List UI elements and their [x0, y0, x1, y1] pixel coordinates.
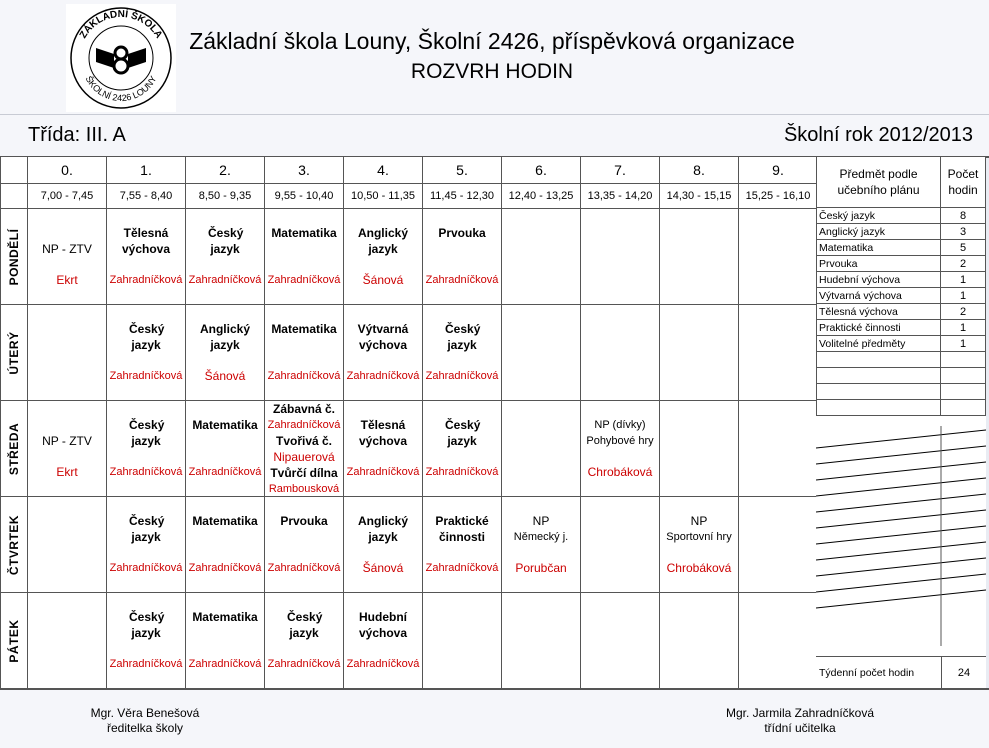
day-label: PONDĚLÍ — [7, 228, 21, 285]
svg-text:ZÁKLADNÍ ŠKOLA: ZÁKLADNÍ ŠKOLA — [77, 8, 165, 41]
teacher: Zahradníčková — [425, 466, 499, 478]
lesson-cell — [186, 401, 265, 497]
lesson-cell — [344, 593, 423, 689]
lesson-cell — [502, 305, 581, 401]
period-number: 7. — [581, 157, 660, 184]
lesson-cell — [581, 305, 660, 401]
plan-subject: Hudební výchova — [817, 272, 941, 288]
period-number: 1. — [107, 157, 186, 184]
lesson-cell — [344, 305, 423, 401]
lesson-cell — [739, 593, 818, 689]
teacher: Zahradníčková — [188, 466, 262, 478]
period-number: 9. — [739, 157, 818, 184]
teacher: Rambousková — [268, 483, 340, 495]
struck-empty-rows — [816, 426, 986, 646]
plan-subject: Výtvarná výchova — [817, 288, 941, 304]
lesson-cell — [344, 497, 423, 593]
subject: Anglický jazyk — [199, 322, 250, 352]
teacher: Nipauerová — [273, 450, 335, 464]
subject: NP - ZTV — [42, 434, 92, 448]
day-label-cell — [1, 497, 28, 593]
teacher: Zahradníčková — [346, 370, 420, 382]
day-label: ČTVRTEK — [7, 514, 21, 575]
period-time: 7,00 - 7,45 — [28, 184, 107, 209]
subject: Tvůrčí dílna — [270, 466, 338, 480]
period-time: 13,35 - 14,20 — [581, 184, 660, 209]
lesson-cell — [344, 401, 423, 497]
subject: Český jazyk — [129, 514, 165, 544]
teacher-role: třídní učitelka — [764, 721, 836, 735]
corner-cell — [1, 157, 28, 184]
period-number: 5. — [423, 157, 502, 184]
class-label: Třída: III. A — [28, 124, 126, 146]
lesson-cell — [502, 209, 581, 305]
lesson-cell — [581, 593, 660, 689]
lesson-cell — [107, 209, 186, 305]
teacher: Zahradníčková — [346, 658, 420, 670]
lesson-cell — [107, 401, 186, 497]
plan-subject-header: Předmět podle učebního plánu — [817, 157, 941, 208]
subject: Matematika — [192, 514, 258, 528]
day-label-cell — [1, 593, 28, 689]
teacher: Zahradníčková — [346, 466, 420, 478]
subject: Hudební výchova — [358, 610, 408, 640]
plan-hours: 2 — [941, 304, 986, 320]
lesson-cell — [423, 593, 502, 689]
plan-subject: Prvouka — [817, 256, 941, 272]
subject: Sportovní hry — [666, 531, 732, 543]
period-time: 10,50 - 11,35 — [344, 184, 423, 209]
subject: Český jazyk — [129, 418, 165, 448]
subject: NP - ZTV — [42, 242, 92, 256]
period-number: 4. — [344, 157, 423, 184]
subject: Český jazyk — [445, 418, 481, 448]
lesson-cell — [581, 209, 660, 305]
teacher: Zahradníčková — [267, 370, 341, 382]
period-number: 3. — [265, 157, 344, 184]
teacher: Zahradníčková — [109, 562, 183, 574]
lesson-cell — [107, 305, 186, 401]
subject: Matematika — [192, 418, 258, 432]
teacher: Zahradníčková — [425, 274, 499, 286]
lesson-cell — [265, 401, 344, 497]
school-year: Školní rok 2012/2013 — [783, 124, 973, 146]
lesson-cell — [660, 593, 739, 689]
subject: Tělesná výchova — [121, 226, 171, 256]
plan-subject: Praktické činnosti — [817, 320, 941, 336]
lesson-cell — [739, 497, 818, 593]
subject: Praktické činnosti — [435, 514, 489, 544]
subject: NP — [532, 514, 550, 528]
plan-hours: 1 — [941, 320, 986, 336]
period-number: 8. — [660, 157, 739, 184]
subject: Prvouka — [438, 226, 486, 240]
lesson-cell — [739, 305, 818, 401]
period-time: 15,25 - 16,10 — [739, 184, 818, 209]
plan-subject: Český jazyk — [817, 208, 941, 224]
lesson-cell — [186, 305, 265, 401]
lesson-cell — [660, 497, 739, 593]
school-name: Základní škola Louny, Školní 2426, příspěvková organizace — [189, 28, 795, 54]
subject: NP — [690, 514, 708, 528]
lesson-cell — [660, 209, 739, 305]
subject: Anglický jazyk — [357, 514, 408, 544]
teacher: Zahradníčková — [425, 562, 499, 574]
lesson-cell — [423, 209, 502, 305]
lesson-cell — [28, 497, 107, 593]
teacher: Zahradníčková — [109, 466, 183, 478]
lesson-cell — [28, 305, 107, 401]
weekly-total-value: 24 — [941, 657, 986, 689]
teacher: Šánová — [362, 561, 404, 575]
lesson-cell — [186, 209, 265, 305]
plan-hours: 2 — [941, 256, 986, 272]
subject: Zábavná č. — [272, 402, 336, 416]
lesson-cell — [28, 209, 107, 305]
lesson-cell — [423, 497, 502, 593]
day-label-cell — [1, 305, 28, 401]
day-label: STŘEDA — [7, 422, 21, 475]
subject: Anglický jazyk — [357, 226, 408, 256]
teacher: Porubčan — [515, 561, 567, 575]
plan-subject: Anglický jazyk — [817, 224, 941, 240]
lesson-cell — [107, 497, 186, 593]
teacher: Ekrt — [56, 465, 78, 479]
teacher: Zahradníčková — [267, 562, 341, 574]
subject: Německý j. — [513, 531, 569, 543]
teacher: Zahradníčková — [267, 658, 341, 670]
teacher: Zahradníčková — [109, 370, 183, 382]
day-label-cell — [1, 209, 28, 305]
period-time: 12,40 - 13,25 — [502, 184, 581, 209]
subject: Český jazyk — [129, 322, 165, 352]
subject: Český jazyk — [287, 610, 323, 640]
period-number: 0. — [28, 157, 107, 184]
school-logo — [66, 4, 176, 112]
lesson-cell — [502, 593, 581, 689]
lesson-cell — [502, 497, 581, 593]
corner-cell — [1, 184, 28, 209]
period-time: 14,30 - 15,15 — [660, 184, 739, 209]
lesson-cell — [660, 305, 739, 401]
director-name: Mgr. Věra Benešová — [90, 706, 200, 720]
header — [0, 0, 989, 158]
lesson-cell — [186, 593, 265, 689]
teacher: Zahradníčková — [267, 419, 341, 431]
plan-hours: 1 — [941, 336, 986, 352]
timetable — [0, 156, 818, 689]
plan-subject: Volitelné předměty — [817, 336, 941, 352]
subject: Matematika — [271, 226, 337, 240]
teacher: Zahradníčková — [188, 658, 262, 670]
subject: Tvořivá č. — [275, 434, 333, 448]
teacher: Chrobáková — [666, 561, 732, 575]
document-title: ROZVRH HODIN — [410, 60, 574, 83]
teacher: Šánová — [362, 273, 404, 287]
day-label: ÚTERÝ — [7, 330, 21, 375]
weekly-total-label: Týdenní počet hodin — [819, 667, 915, 679]
subject-plan-table — [816, 156, 986, 688]
teacher: Zahradníčková — [267, 274, 341, 286]
subject: Matematika — [192, 610, 258, 624]
plan-hours-header: Počet hodin — [941, 157, 986, 208]
lesson-cell — [265, 305, 344, 401]
subject: Český jazyk — [129, 610, 165, 640]
lesson-cell — [660, 401, 739, 497]
teacher: Zahradníčková — [109, 274, 183, 286]
lesson-cell — [28, 401, 107, 497]
subject: NP (dívky) — [594, 419, 646, 431]
lesson-cell — [581, 497, 660, 593]
lesson-cell — [344, 209, 423, 305]
period-time: 9,55 - 10,40 — [265, 184, 344, 209]
plan-hours: 5 — [941, 240, 986, 256]
period-number: 2. — [186, 157, 265, 184]
plan-hours: 1 — [941, 288, 986, 304]
lesson-cell — [581, 401, 660, 497]
lesson-cell — [423, 305, 502, 401]
lesson-cell — [739, 401, 818, 497]
teacher: Zahradníčková — [109, 658, 183, 670]
teacher-name: Mgr. Jarmila Zahradníčková — [725, 706, 875, 720]
director-role: ředitelka školy — [106, 721, 184, 735]
lesson-cell — [265, 209, 344, 305]
teacher: Zahradníčková — [188, 274, 262, 286]
teacher: Ekrt — [56, 273, 78, 287]
subject: Český jazyk — [208, 226, 244, 256]
teacher: Zahradníčková — [425, 370, 499, 382]
lesson-cell — [502, 401, 581, 497]
plan-subject: Tělesná výchova — [817, 304, 941, 320]
teacher: Zahradníčková — [188, 562, 262, 574]
plan-subject: Matematika — [817, 240, 941, 256]
subject: Český jazyk — [445, 322, 481, 352]
lesson-cell — [186, 497, 265, 593]
lesson-cell — [107, 593, 186, 689]
svg-text:ŠKOLNÍ 2426 LOUNY: ŠKOLNÍ 2426 LOUNY — [83, 74, 159, 104]
lesson-cell — [265, 593, 344, 689]
subject: Prvouka — [280, 514, 328, 528]
day-label: PÁTEK — [7, 618, 21, 663]
period-time: 11,45 - 12,30 — [423, 184, 502, 209]
period-time: 8,50 - 9,35 — [186, 184, 265, 209]
lesson-cell — [739, 209, 818, 305]
subject: Tělesná výchova — [358, 418, 408, 448]
plan-hours: 8 — [941, 208, 986, 224]
teacher: Šánová — [204, 369, 246, 383]
subject: Výtvarná výchova — [357, 322, 409, 352]
lesson-cell — [28, 593, 107, 689]
plan-hours: 3 — [941, 224, 986, 240]
subject: Pohybové hry — [586, 435, 654, 447]
lesson-cell — [265, 497, 344, 593]
subject: Matematika — [271, 322, 337, 336]
lesson-cell — [423, 401, 502, 497]
teacher: Chrobáková — [587, 465, 653, 479]
day-label-cell — [1, 401, 28, 497]
plan-hours: 1 — [941, 272, 986, 288]
signature-footer — [0, 688, 989, 748]
period-time: 7,55 - 8,40 — [107, 184, 186, 209]
period-number: 6. — [502, 157, 581, 184]
